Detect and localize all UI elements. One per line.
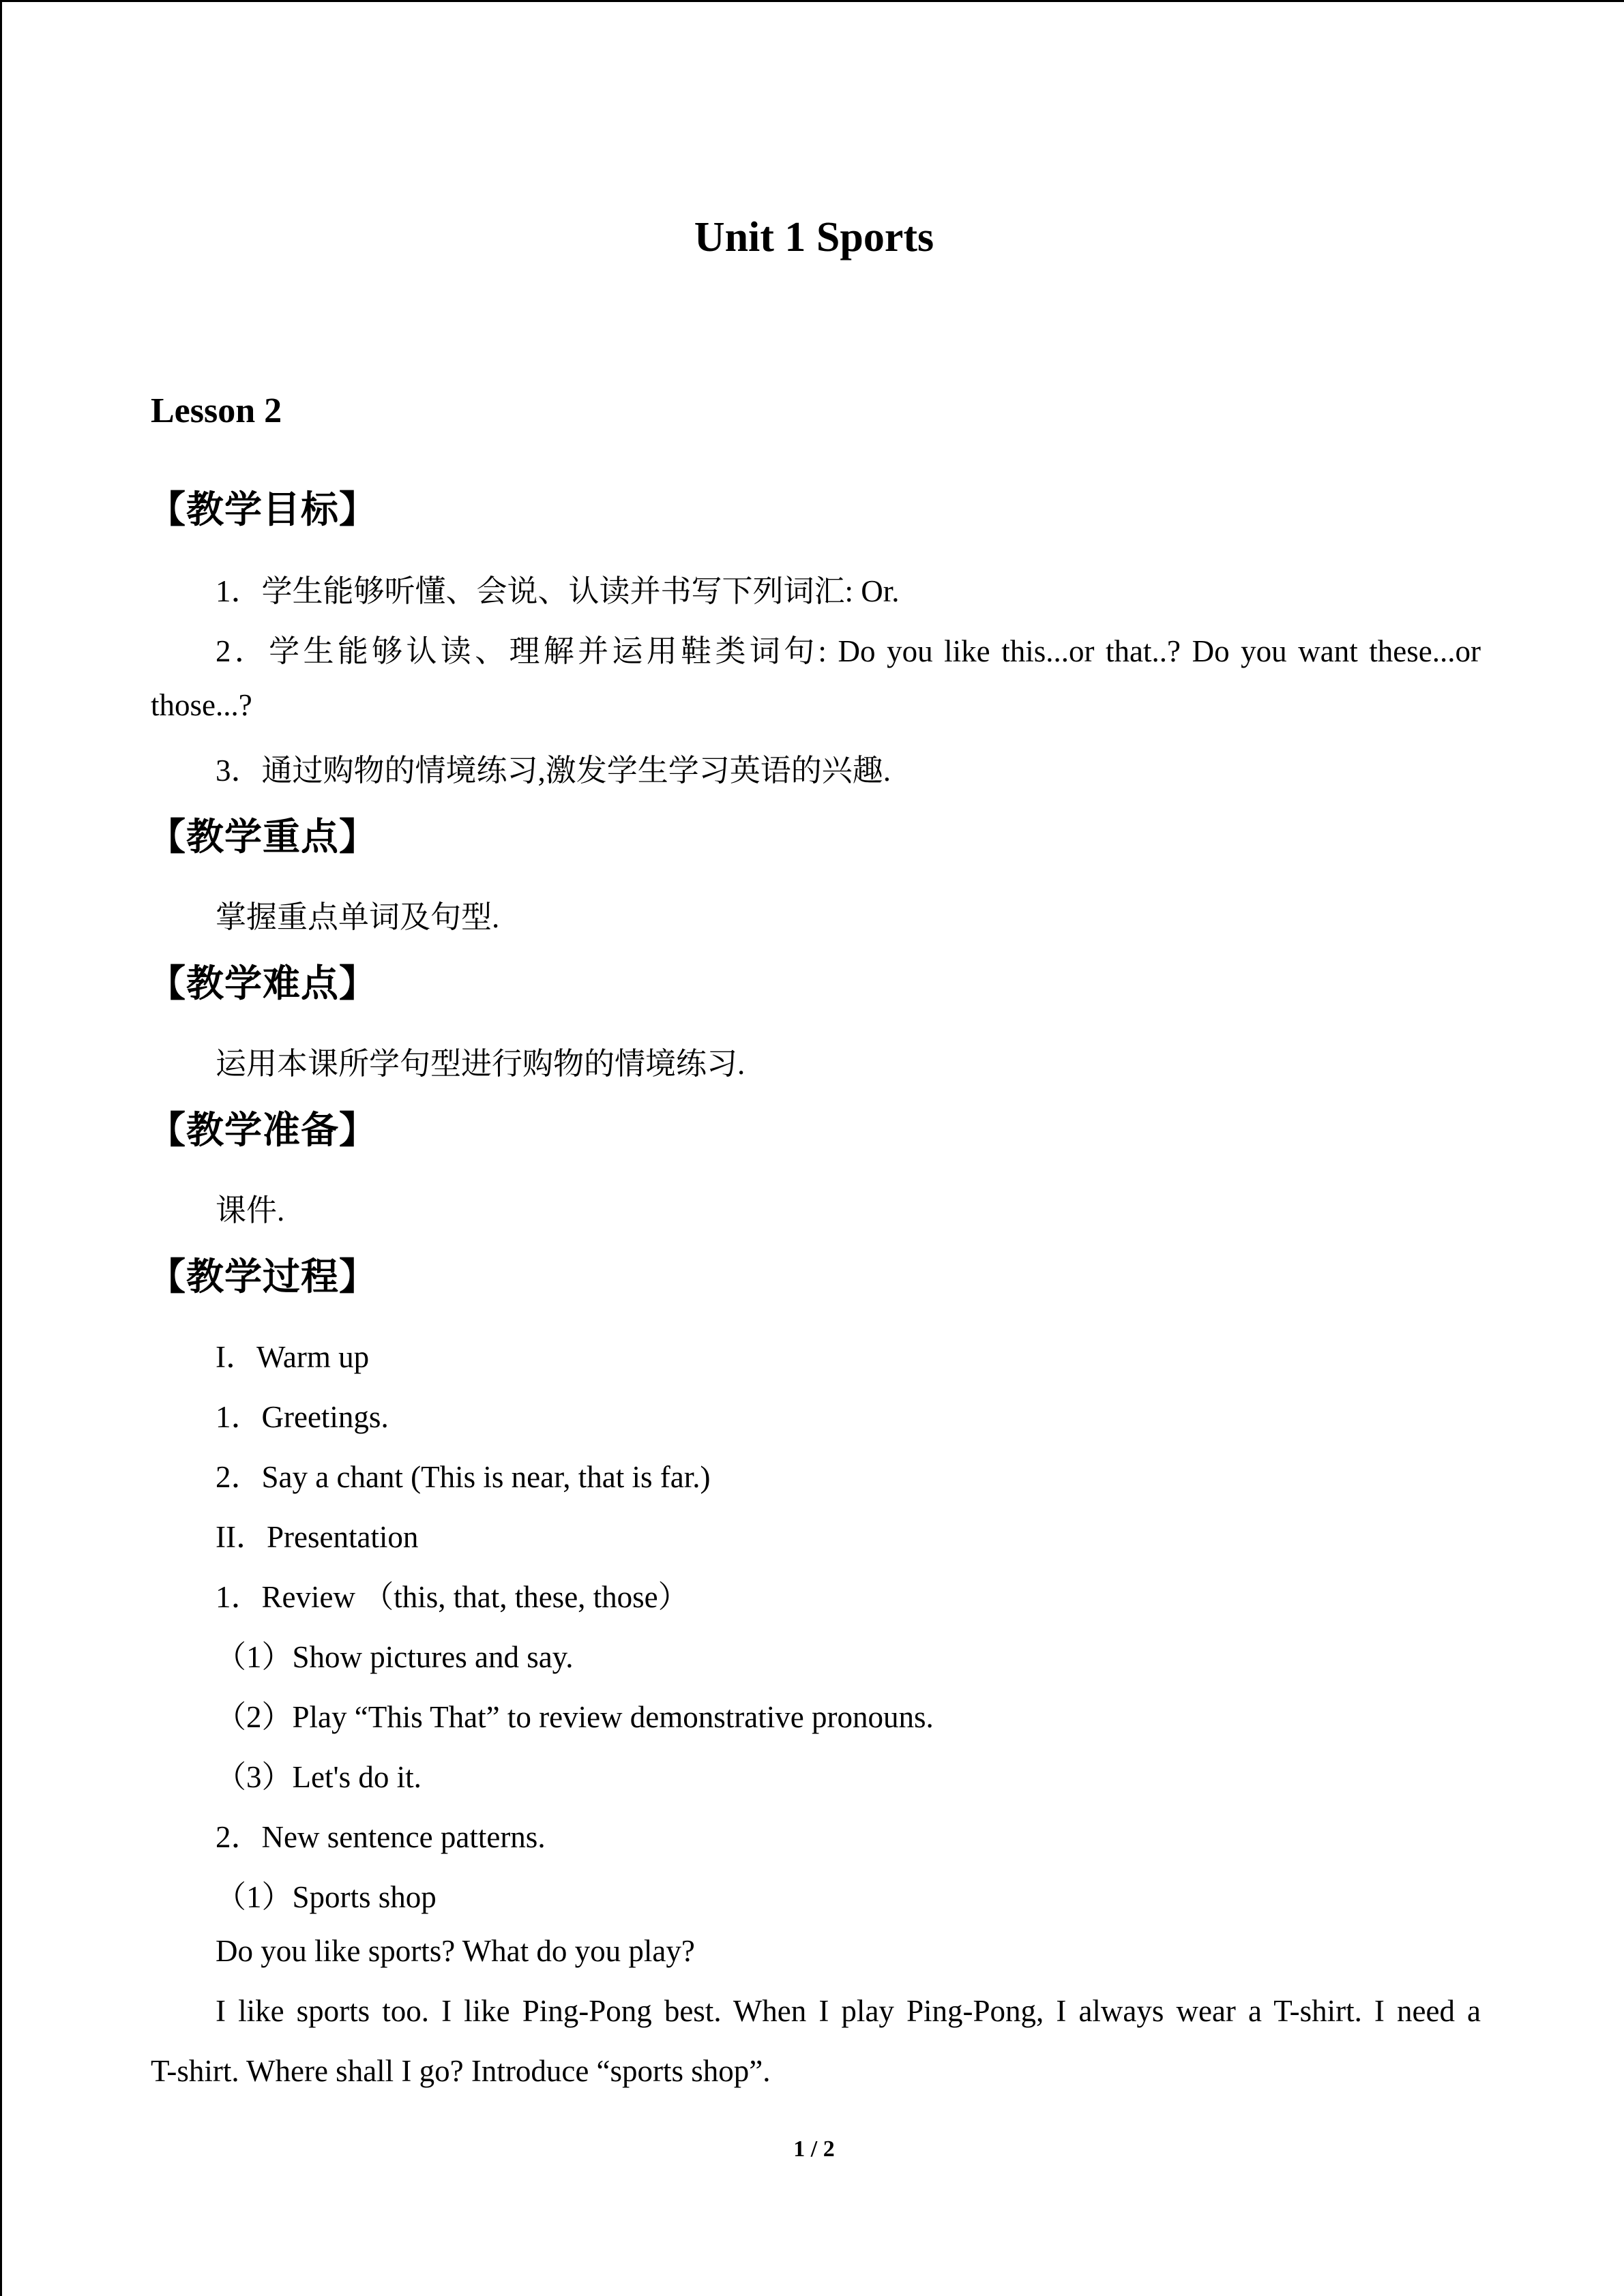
page-number: 1 / 2 (793, 2136, 835, 2162)
process-line-chant: 2．Say a chant (This is near, that is far.) (216, 1460, 711, 1494)
process-line-sports-shop: （1）Sports shop (216, 1880, 437, 1914)
process-heading: 【教学过程】 (148, 1256, 378, 1298)
objective-item-1: 1．学生能够听懂、会说、认读并书写下列词汇: Or. (216, 574, 900, 608)
preparation-heading: 【教学准备】 (148, 1109, 378, 1151)
key-points-heading: 【教学重点】 (148, 816, 378, 858)
process-line-presentation: II．Presentation (216, 1520, 419, 1554)
process-line-warm-up: I．Warm up (216, 1340, 370, 1374)
process-line-question: Do you like sports? What do you play? (216, 1934, 695, 1968)
document-title: Unit 1 Sports (694, 214, 934, 260)
preparation-text: 课件. (216, 1193, 285, 1227)
process-line-paragraph: I like sports too. I like Ping-Pong best. When I play Ping-Pong, I always wear a T-shirt. I need a (216, 1994, 1481, 2028)
process-line-greetings: 1．Greetings. (216, 1400, 389, 1434)
difficulties-text: 运用本课所学句型进行购物的情境练习. (216, 1047, 745, 1081)
objectives-heading: 【教学目标】 (148, 489, 378, 531)
objective-item-2-continued: those...? (151, 688, 252, 722)
objective-item-2: 2．学生能够认读、理解并运用鞋类词句: Do you like this...or that..? Do you want these...or (216, 634, 1481, 668)
lesson-heading: Lesson 2 (151, 391, 282, 430)
process-line-review: 1．Review （this, that, these, those） (216, 1580, 689, 1614)
difficulties-heading: 【教学难点】 (148, 963, 378, 1004)
process-line-new-patterns: 2．New sentence patterns. (216, 1820, 546, 1854)
process-line-show-pictures: （1）Show pictures and say. (216, 1640, 574, 1674)
process-line-paragraph-continued: T-shirt. Where shall I go? Introduce “sports shop”. (151, 2054, 771, 2088)
key-points-text: 掌握重点单词及句型. (216, 900, 500, 934)
process-line-play: （2）Play “This That” to review demonstrative pronouns. (216, 1700, 934, 1734)
process-line-lets-do-it: （3）Let's do it. (216, 1760, 422, 1794)
objective-item-3: 3．通过购物的情境练习,激发学生学习英语的兴趣. (216, 754, 891, 788)
